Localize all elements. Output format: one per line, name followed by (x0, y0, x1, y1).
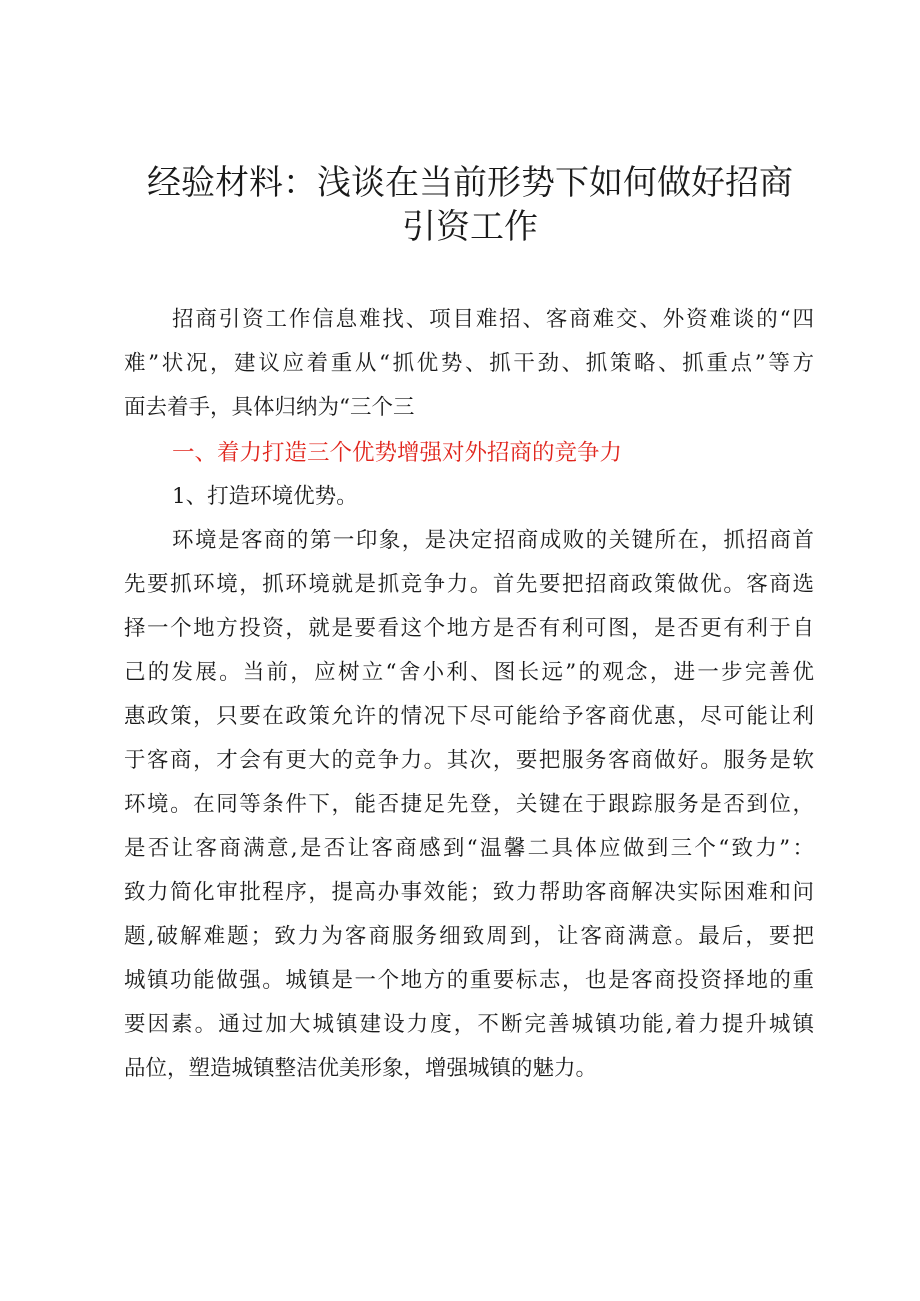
subheading: 1、打造环境优势。 (172, 484, 358, 509)
paragraph-line: 要因素。通过加大城镇建设力度，不断完善城镇功能,着力提升城镇 (124, 1012, 814, 1037)
paragraph-line: 惠政策，只要在政策允许的情况下尽可能给予客商优惠，尽可能让利 (124, 704, 814, 729)
body-paragraph (124, 519, 814, 1091)
document-title-line-1: 经验材料：浅谈在当前形势下如何做好招商 (147, 163, 793, 203)
paragraph-line: 己的发展。当前，应树立“舍小利、图长远”的观念，进一步完善优 (124, 660, 814, 685)
paragraph-line: 于客商，才会有更大的竞争力。其次，要把服务客商做好。服务是软 (124, 748, 814, 773)
paragraph-line: 品位，塑造城镇整洁优美形象，增强城镇的魅力。 (124, 1056, 598, 1081)
intro-line: 面去着手，具体归纳为“三个三 (124, 395, 415, 420)
paragraph-line: 是否让客商满意,是否让客商感到“温馨二具体应做到三个“致力”： (124, 836, 814, 861)
paragraph-line: 题,破解难题；致力为客商服务细致周到，让客商满意。最后，要把 (124, 924, 814, 949)
paragraph-line: 致力简化审批程序，提高办事效能；致力帮助客商解决实际困难和问 (124, 880, 814, 905)
intro-paragraph (124, 298, 814, 430)
intro-line: 招商引资工作信息难找、项目难招、客商难交、外资难谈的“四 (172, 307, 814, 332)
document-title-line-2: 引资工作 (402, 207, 538, 247)
paragraph-line: 城镇功能做强。城镇是一个地方的重要标志，也是客商投资择地的重 (124, 968, 814, 993)
paragraph-line: 择一个地方投资，就是要看这个地方是否有利可图，是否更有利于自 (124, 616, 814, 641)
section-heading: 一、着力打造三个优势增强对外招商的竞争力 (172, 440, 623, 466)
paragraph-line: 环境是客商的第一印象，是决定招商成败的关键所在，抓招商首 (172, 528, 814, 553)
paragraph-line: 先要抓环境，抓环境就是抓竞争力。首先要把招商政策做优。客商选 (124, 572, 814, 597)
intro-line: 难”状况，建议应着重从“抓优势、抓干劲、抓策略、抓重点”等方 (124, 351, 814, 376)
paragraph-line: 环境。在同等条件下，能否捷足先登，关键在于跟踪服务是否到位， (124, 792, 814, 817)
